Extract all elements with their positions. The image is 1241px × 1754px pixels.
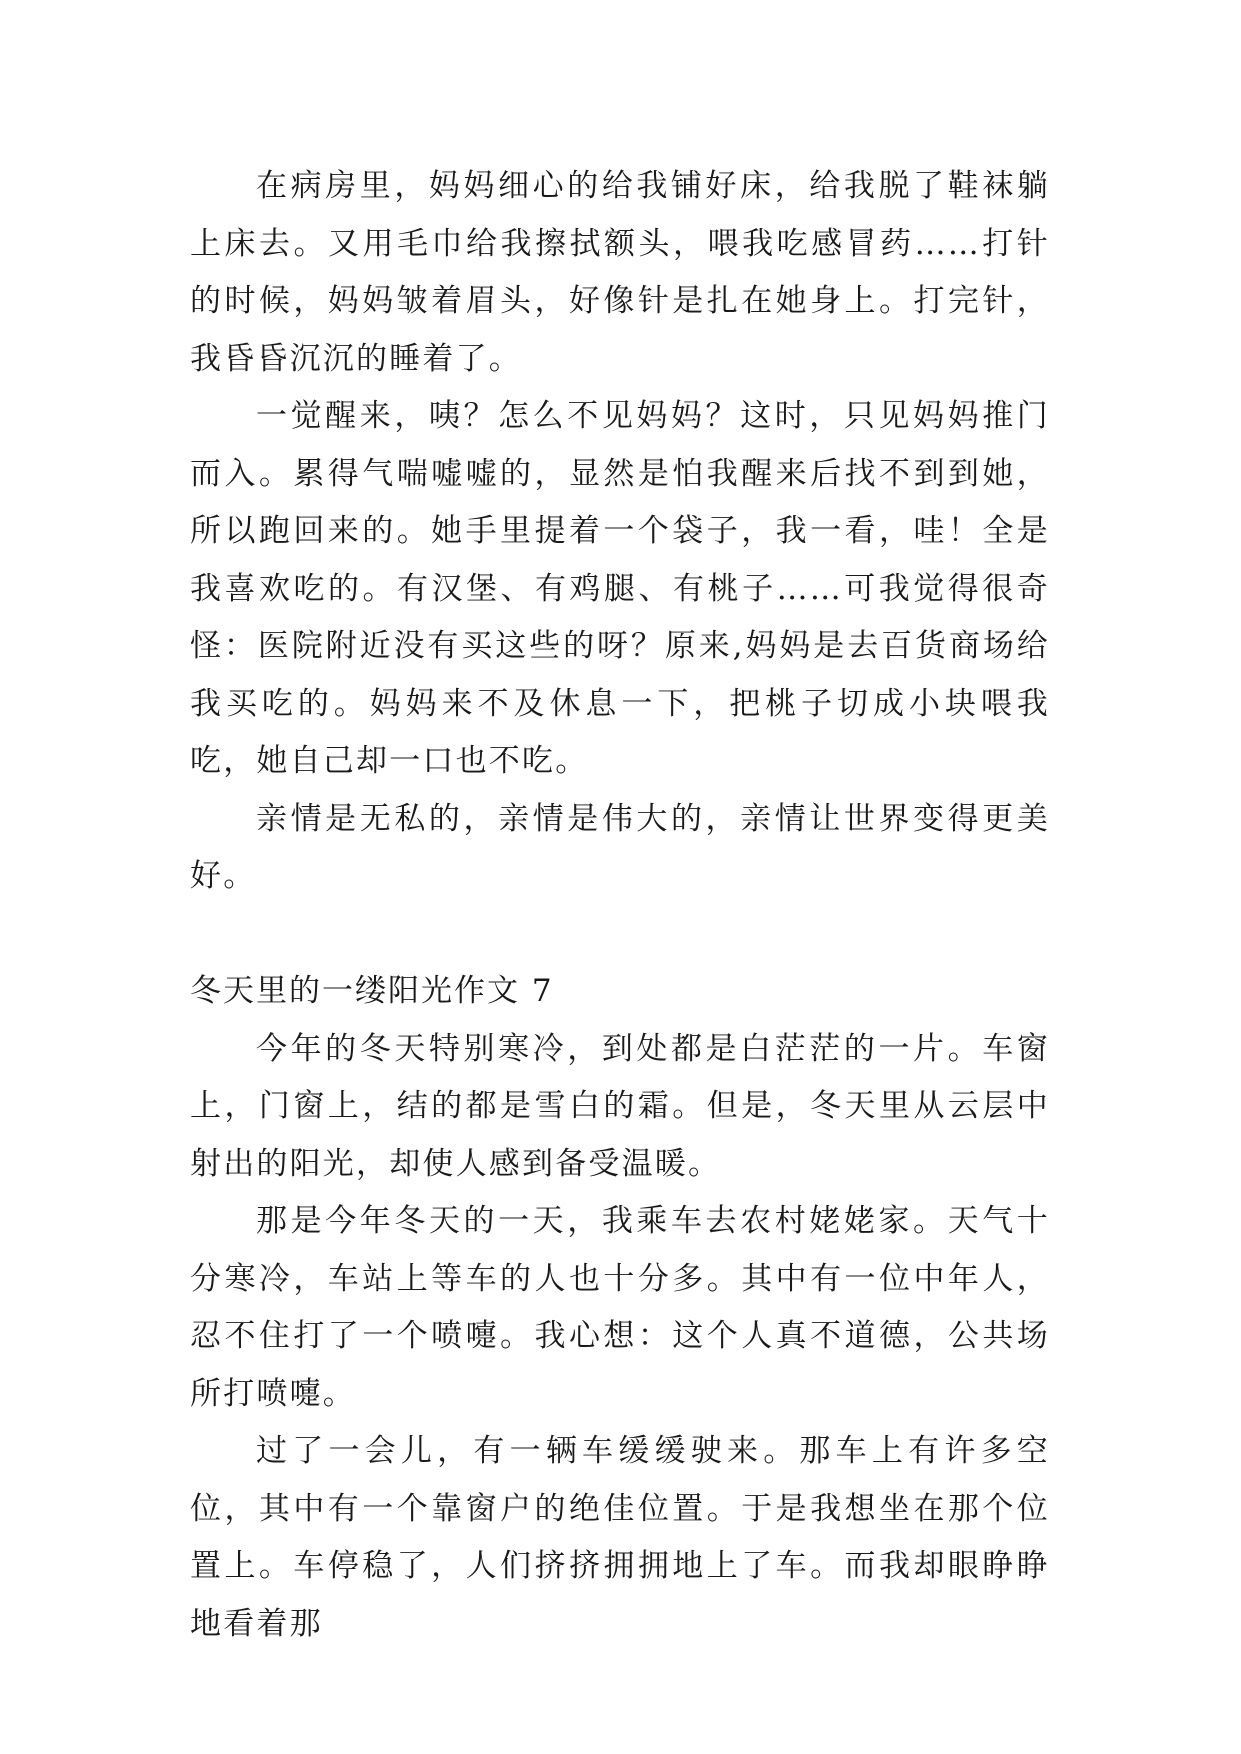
paragraph-winter-cold: 今年的冬天特别寒冷，到处都是白茫茫的一片。车窗上，门窗上，结的都是雪白的霜。但是，冬天里从云层中射出的阳光，却使人感到备受温暖。 bbox=[190, 1030, 1050, 1182]
section-spacer bbox=[190, 906, 1050, 964]
document-body bbox=[190, 158, 1050, 1653]
paragraph-bus-arrives: 过了一会儿，有一辆车缓缓驶来。那车上有许多空位，其中有一个靠窗户的绝佳位置。于是我想坐在那个位置上。车停稳了，人们挤挤拥拥地上了车。而我却眼睁睁地看着那 bbox=[190, 1433, 1050, 1642]
section-title: 冬天里的一缕阳光作文 7 bbox=[190, 973, 554, 1009]
paragraph-waking-up: 一觉醒来，咦？怎么不见妈妈？这时，只见妈妈推门而入。累得气喘嘘嘘的，显然是怕我醒来后找不到到她，所以跑回来的。她手里提着一个袋子，我一看，哇！全是我喜欢吃的。有汉堡、有鸡腿、有桃子……可我觉得很奇怪：医院附近没有买这些的呀？原来,妈妈是去百货商场给我买吃的。妈妈来不及休息一下，把桃子切成小块喂我吃，她自己却一口也不吃。 bbox=[190, 398, 1050, 779]
paragraph-family-love: 亲情是无私的，亲情是伟大的，亲情让世界变得更美好。 bbox=[190, 800, 1050, 894]
paragraph-hospital-care: 在病房里，妈妈细心的给我铺好床，给我脱了鞋袜躺上床去。又用毛巾给我擦拭额头，喂我吃感冒药……打针的时候，妈妈皱着眉头，好像针是扎在她身上。打完针，我昏昏沉沉的睡着了。 bbox=[190, 168, 1050, 377]
paragraph-bus-station: 那是今年冬天的一天，我乘车去农村姥姥家。天气十分寒冷，车站上等车的人也十分多。其中有一位中年人，忍不住打了一个喷嚏。我心想：这个人真不道德，公共场所打喷嚏。 bbox=[190, 1203, 1050, 1412]
